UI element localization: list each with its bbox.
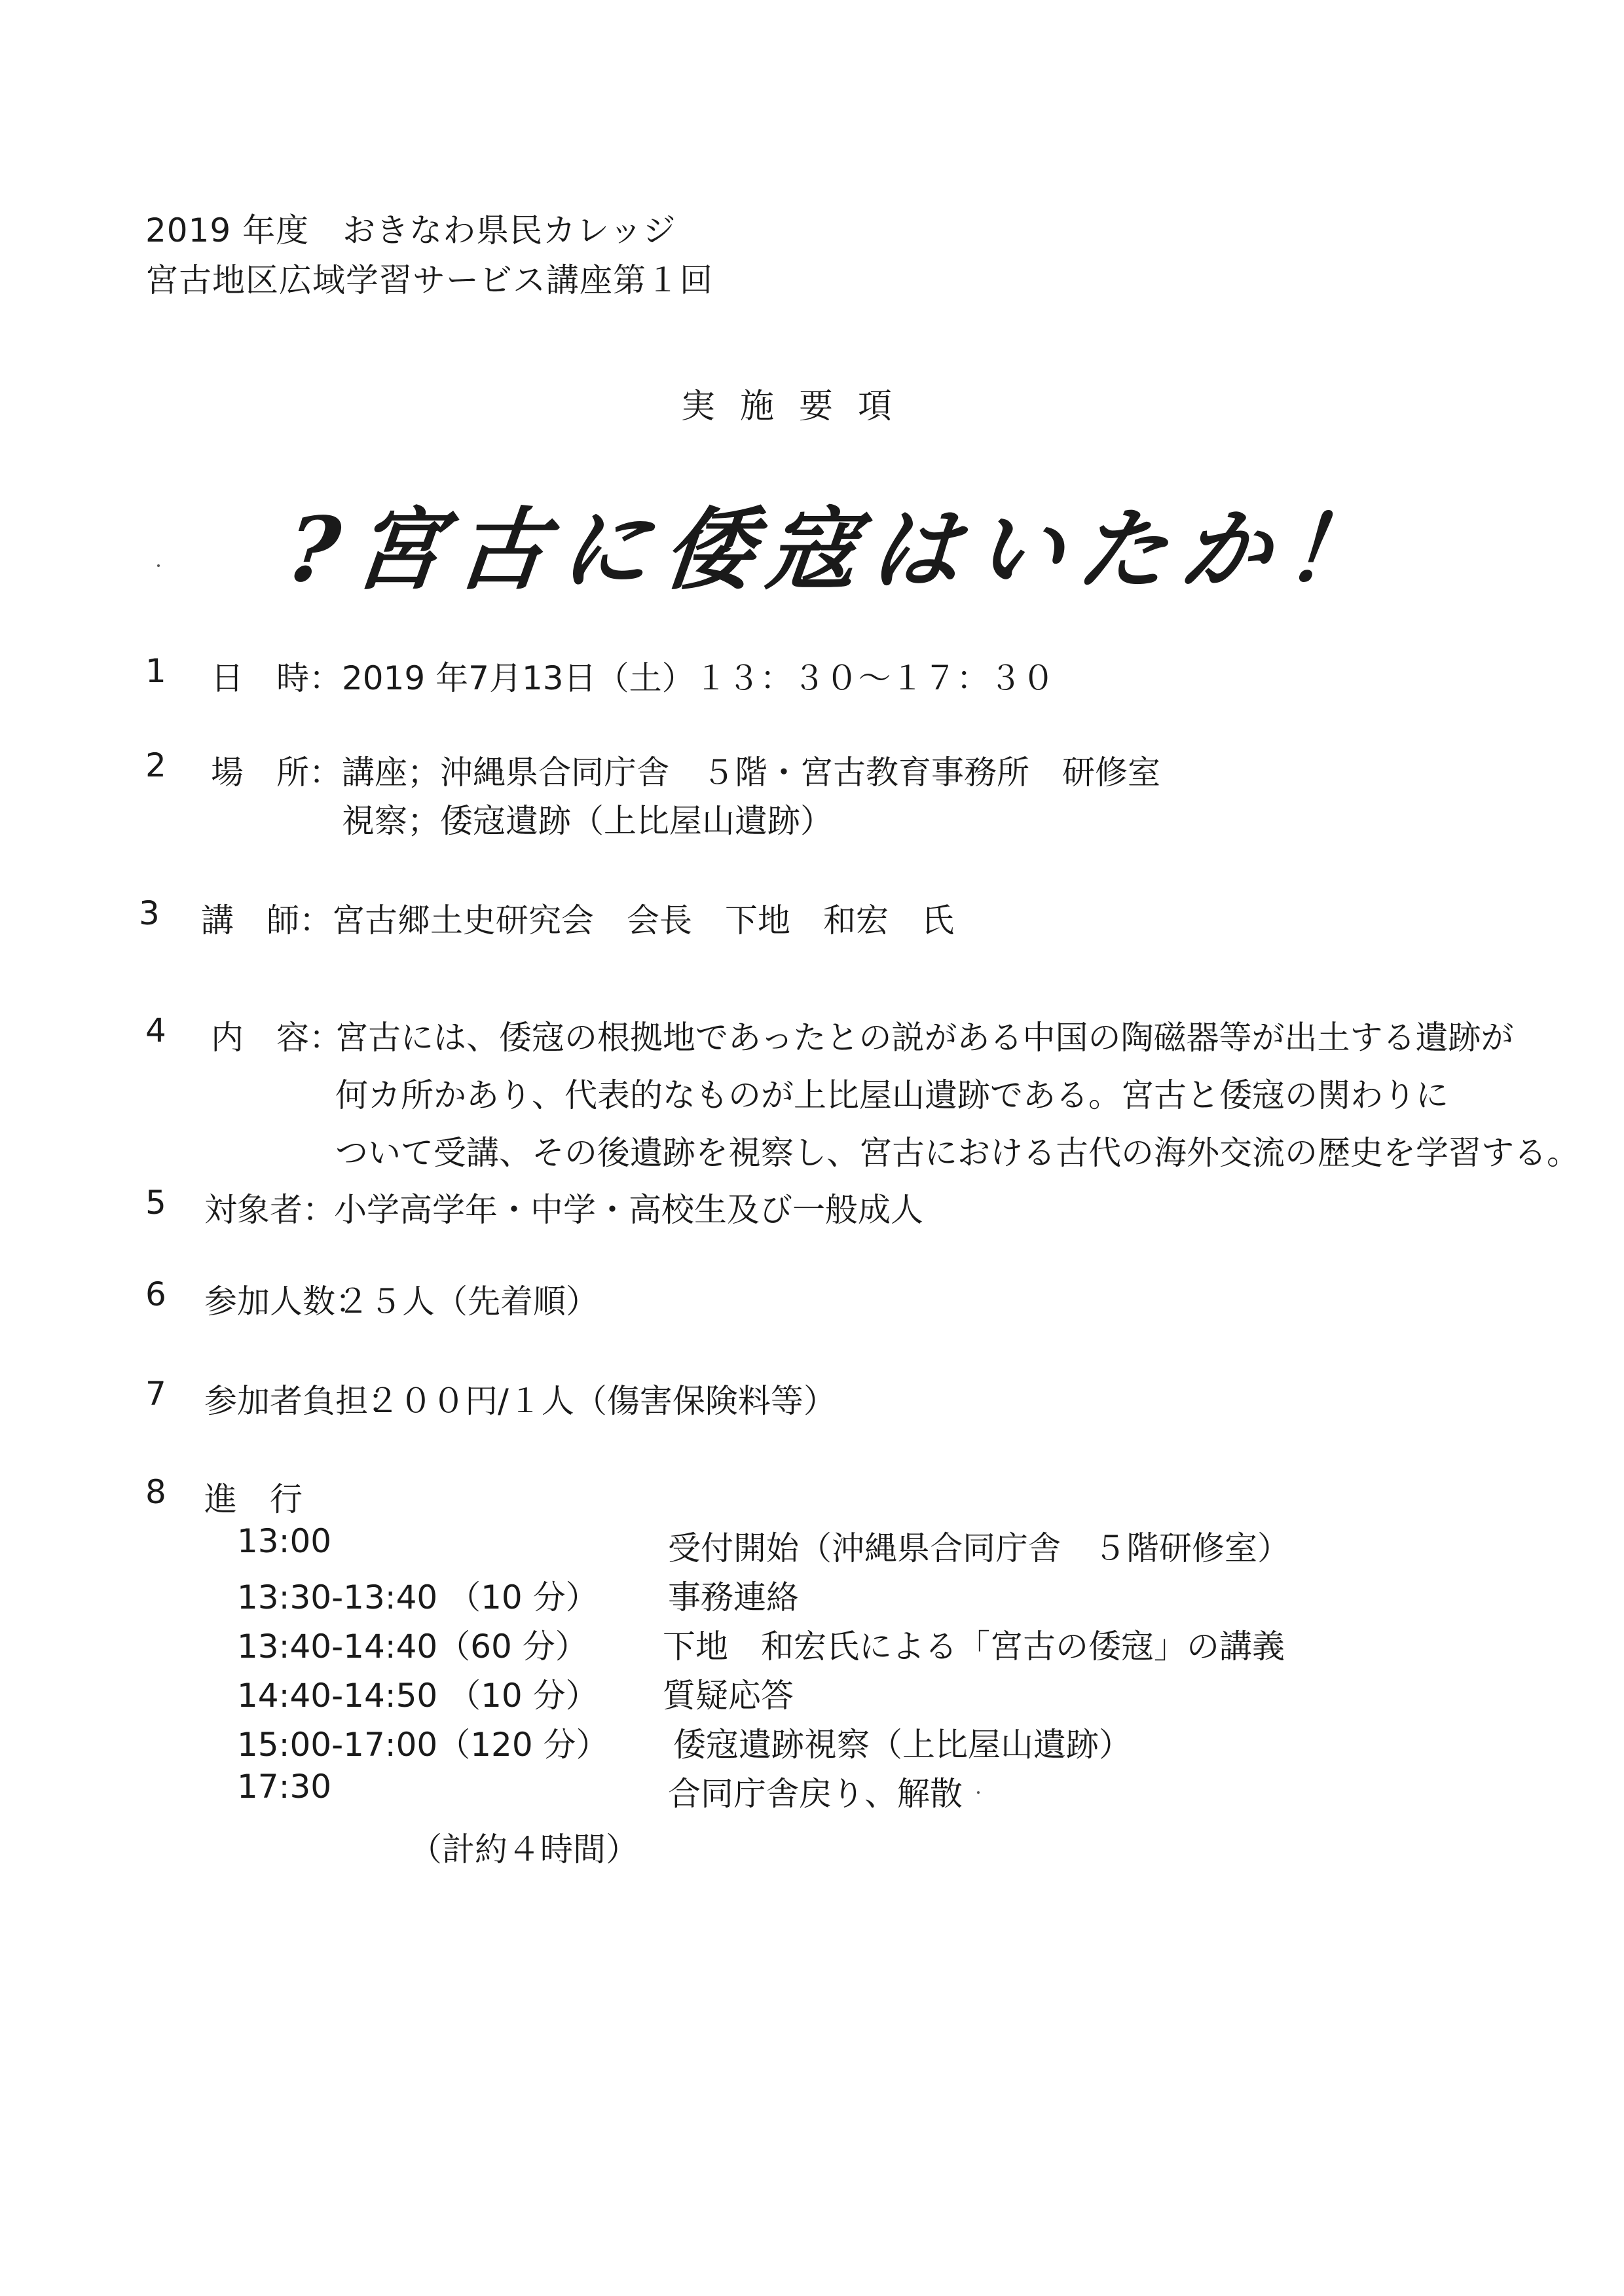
item-content [145, 1011, 1586, 1172]
schedule-description: 受付開始（沖縄県合同庁舎 ５階研修室） [668, 1529, 1290, 1567]
schedule-time: 13:40-14:40（60 分） [237, 1628, 588, 1666]
item-datetime [145, 652, 1521, 698]
schedule-time: 15:00-17:00（120 分） [237, 1726, 609, 1764]
schedule-description: 質疑応答 [663, 1677, 794, 1715]
schedule-time: 14:40-14:50 （10 分） [237, 1677, 599, 1715]
item-label: 対象者： [204, 1191, 335, 1229]
item-value: ２００円/１人（傷害保険料等） [367, 1382, 836, 1420]
item-value-line-1: 講座；沖縄県合同庁舎 ５階・宮古教育事務所 研修室 [342, 754, 1160, 792]
schedule-description: 合同庁舎戻り、解散 [668, 1775, 963, 1813]
item-label: 日 時： [211, 659, 342, 697]
item-schedule-heading [145, 1473, 538, 1519]
item-number: 1 [145, 652, 166, 690]
item-label: 講 師： [201, 902, 332, 939]
item-number: 3 [139, 894, 160, 932]
item-fee [145, 1375, 1521, 1421]
header-line-1: 2019 年度 おきなわ県民カレッジ [145, 211, 676, 249]
item-value: 宮古郷土史研究会 会長 下地 和宏 氏 [332, 902, 954, 939]
item-value: 2019 年7月13日（土）１３：３０～１７：３０ [342, 659, 1055, 697]
schedule-description: 倭寇遺跡視察（上比屋山遺跡） [673, 1726, 1132, 1764]
item-value-line-1: 宮古には、倭寇の根拠地であったとの説がある中国の陶磁器等が出土する遺跡が [335, 1019, 1514, 1057]
item-number: 5 [145, 1184, 166, 1222]
item-number: 6 [145, 1275, 166, 1313]
item-value-line-2: 視察；倭寇遺跡（上比屋山遺跡） [342, 802, 833, 840]
schedule-description: 下地 和宏氏による「宮古の倭寇」の講義 [663, 1628, 1285, 1666]
item-value: ２５人（先着順） [337, 1283, 599, 1321]
item-number: 4 [145, 1011, 166, 1049]
item-number: 2 [145, 746, 166, 784]
schedule-description: 事務連絡 [668, 1578, 799, 1616]
item-label: 内 容： [211, 1019, 342, 1057]
document-type: 実施要項 [681, 387, 917, 426]
scan-speck [977, 1791, 980, 1794]
item-capacity [145, 1275, 1521, 1321]
item-audience [145, 1184, 1521, 1230]
item-number: 7 [145, 1375, 166, 1413]
item-value: 小学高学年・中学・高校生及び一般成人 [334, 1191, 923, 1229]
scan-speck [157, 564, 160, 567]
item-venue [145, 746, 1521, 851]
schedule-time: 17:30 [237, 1768, 332, 1806]
item-value-line-3: ついて受講、その後遺跡を視察し、宮古における古代の海外交流の歴史を学習する。 [335, 1134, 1579, 1172]
header-line-2: 宮古地区広域学習サービス講座第１回 [145, 261, 713, 299]
schedule-total: （計約４時間） [409, 1831, 638, 1868]
item-lecturer [139, 894, 1514, 940]
item-label: 進 行 [204, 1480, 303, 1518]
item-value-line-2: 何カ所かあり、代表的なものが上比屋山遺跡である。宮古と倭寇の関わりに [335, 1076, 1449, 1114]
item-label: 参加人数： [204, 1283, 368, 1321]
schedule-time: 13:00 [237, 1522, 332, 1560]
item-label: 場 所： [211, 754, 342, 792]
main-title: ?宮古に倭寇はいたか！ [282, 498, 1394, 602]
item-number: 8 [145, 1473, 166, 1511]
schedule-time: 13:30-13:40 （10 分） [237, 1578, 599, 1616]
item-label: 参加者負担： [204, 1382, 401, 1420]
